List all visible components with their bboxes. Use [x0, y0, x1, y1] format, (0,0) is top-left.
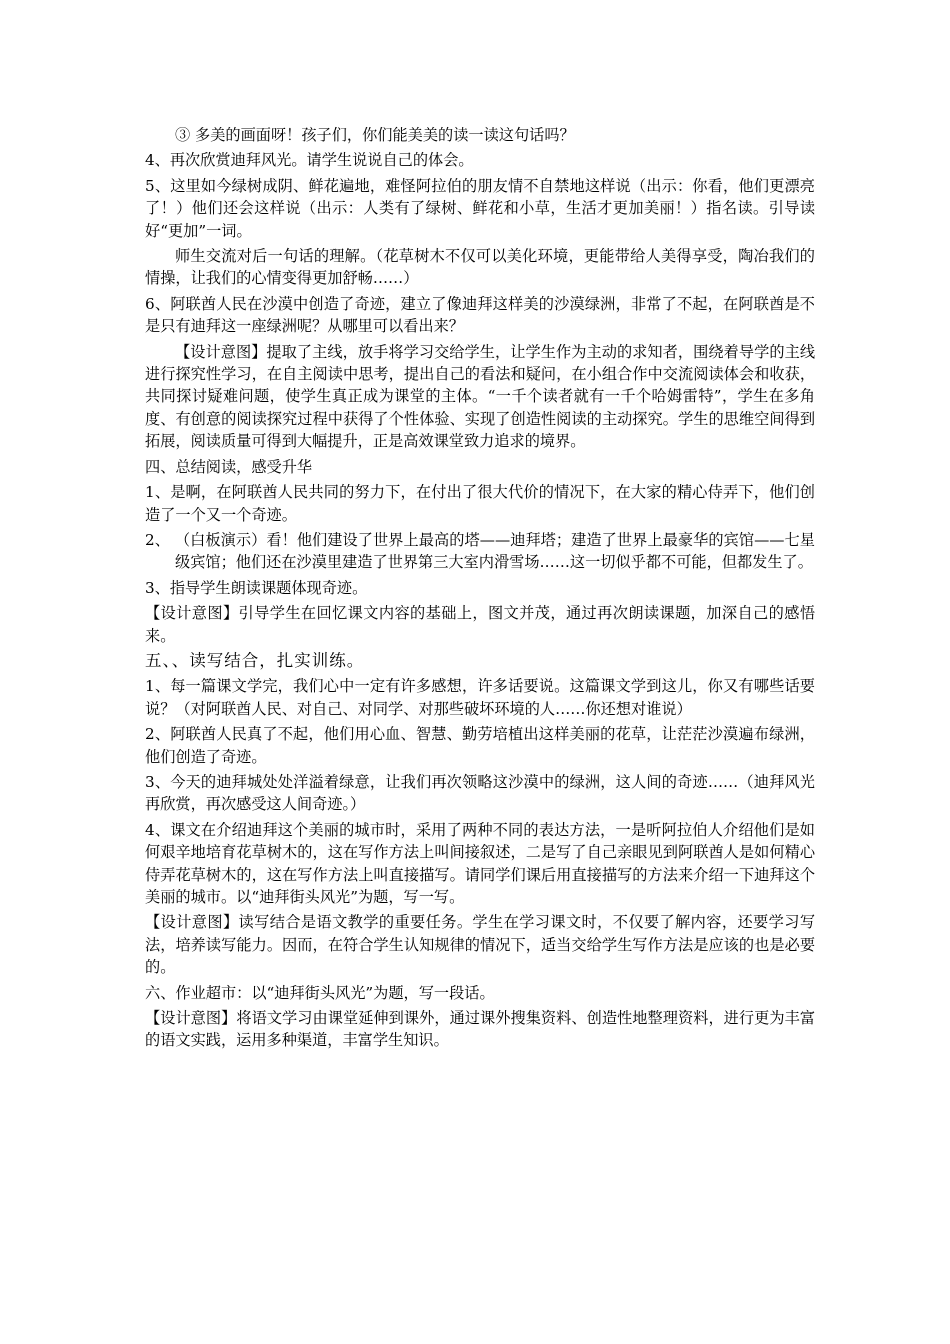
paragraph-item-4: 4、再次欣赏迪拜风光。请学生说说自己的体会。 [145, 151, 474, 170]
paragraph-writing-2: 2、阿联酋人民真了不起，他们用心血、智慧、勤劳培植出这样美丽的花草，让茫茫沙漠遍布绿洲，他们创造了奇迹。 [145, 725, 815, 766]
document-page [145, 124, 815, 1055]
section-heading-4: 四、总结阅读，感受升华 [145, 457, 313, 476]
paragraph-discussion: 师生交流对后一句话的理解。（花草树木不仅可以美化环境，更能带给人美得享受，陶冶我们的情操，让我们的心情变得更加舒畅……） [145, 247, 815, 288]
paragraph-summary-2: 2、 （白板演示）看！他们建设了世界上最高的塔——迪拜塔；建造了世界上最豪华的宾馆——七星级宾馆；他们还在沙漠里建造了世界第三大室内滑雪场……这一切似乎都不可能，但都发生了。 [145, 530, 815, 572]
paragraph-summary-1: 1、是啊，在阿联酋人民共同的努力下，在付出了很大代价的情况下，在大家的精心侍弄下，他们创造了一个又一个奇迹。 [145, 483, 815, 524]
paragraph-item-5: 5、这里如今绿树成阴、鲜花遍地，难怪阿拉伯的朋友情不自禁地这样说（出示：你看，他们更漂亮了！）他们还会这样说（出示：人类有了绿树、鲜花和小草，生活才更加美丽！）指名读。引导读好“更加”一词。 [145, 176, 815, 240]
design-intent-2: 【设计意图】引导学生在回忆课文内容的基础上，图文并茂，通过再次朗读课题，加深自己的感悟来。 [145, 604, 815, 645]
section-heading-6: 六、作业超市：以“迪拜街头风光”为题，写一段话。 [145, 983, 495, 1002]
design-intent-4: 【设计意图】将语文学习由课堂延伸到课外，通过课外搜集资料、创造性地整理资料，进行更为丰富的语文实践，运用多种渠道，丰富学生知识。 [145, 1009, 815, 1050]
paragraph-writing-1: 1、每一篇课文学完，我们心中一定有许多感想，许多话要说。这篇课文学到这儿，你又有哪些话要说？（对阿联酋人民、对自己、对同学、对那些破坏环境的人……你还想对谁说） [145, 677, 815, 718]
design-intent-1: 【设计意图】提取了主线，放手将学习交给学生，让学生作为主动的求知者，围绕着导学的主线进行探究性学习，在自主阅读中思考，提出自己的看法和疑问，在小组合作中交流阅读体会和收获，共同探讨疑难问题，使学生真正成为课堂的主体。“一千个读者就有一千个哈姆雷特”，学生在多角度、有创意的阅读探究过程中获得了个性体验、实现了创造性阅读的主动探究。学生的思维空间得到拓展，阅读质量可得到大幅提升，正是高效课堂致力追求的境界。 [145, 342, 815, 451]
paragraph-writing-4: 4、课文在介绍迪拜这个美丽的城市时，采用了两种不同的表达方法，一是听阿拉伯人介绍他们是如何艰辛地培育花草树木的，这在写作方法上叫间接叙述，二是写了自己亲眼见到阿联酋人是如何精心侍弄花草树木的，这在写作方法上叫直接描写。请同学们课后用直接描写的方法来介绍一下迪拜这个美丽的城市。以“迪拜街头风光”为题，写一写。 [145, 820, 815, 906]
paragraph-item-6: 6、阿联酋人民在沙漠中创造了奇迹，建立了像迪拜这样美的沙漠绿洲，非常了不起，在阿联酋是不是只有迪拜这一座绿洲呢？从哪里可以看出来？ [145, 294, 815, 336]
paragraph-summary-3: 3、指导学生朗读课题体现奇迹。 [145, 578, 368, 597]
design-intent-3: 【设计意图】读写结合是语文教学的重要任务。学生在学习课文时，不仅要了解内容，还要学习写法，培养读写能力。因而，在符合学生认知规律的情况下，适当交给学生写作方法是应该的也是必要的。 [145, 913, 815, 977]
paragraph-writing-3: 3、今天的迪拜城处处洋溢着绿意，让我们再次领略这沙漠中的绿洲，这人间的奇迹……（迪拜风光再欣赏，再次感受这人间奇迹。） [145, 772, 815, 814]
paragraph-step-3: ③ 多美的画面呀！孩子们，你们能美美的读一读这句话吗？ [175, 126, 575, 144]
section-heading-5: 五、、读写结合，扎实训练。 [145, 650, 365, 670]
